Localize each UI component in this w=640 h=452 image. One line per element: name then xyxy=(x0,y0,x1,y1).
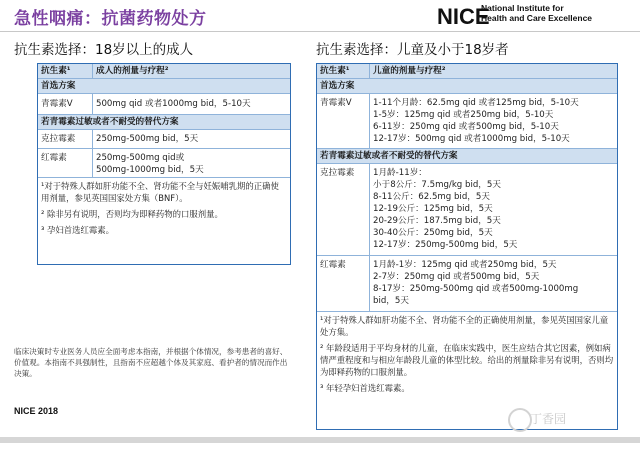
drug-dose: 500mg qid 或者1000mg bid，5-10天 xyxy=(93,94,291,115)
alternative-label: 若青霉素过敏或者不耐受的替代方案 xyxy=(38,115,290,130)
footer-bar xyxy=(0,437,640,443)
nice-logo: NICE xyxy=(437,4,490,29)
dose-line: 8-11公斤：62.5mg bid，5天 xyxy=(373,192,490,202)
nice-subtitle-line1: National Institute for xyxy=(481,3,564,13)
drug-name: 克拉霉素 xyxy=(317,164,370,256)
col-antibiotic-header: 抗生素¹ xyxy=(38,64,93,79)
note: ² 除非另有说明，否则均为即释药物的口服剂量。 xyxy=(41,209,223,219)
dose-line: 20-29公斤：187.5mg bid，5天 xyxy=(373,216,501,226)
dose-line: 30-40公斤：250mg bid，5天 xyxy=(373,228,493,238)
col-antibiotic-header: 抗生素¹ xyxy=(317,64,370,79)
first-choice-label: 首选方案 xyxy=(317,79,617,94)
left-heading: 抗生素选择：18岁以上的成人 xyxy=(14,42,194,58)
drug-dose xyxy=(370,94,618,149)
child-table xyxy=(317,64,617,312)
drug-dose: 250mg-500mg bid，5天 xyxy=(93,130,291,149)
drug-dose xyxy=(93,149,291,178)
dose-line: 500mg-1000mg bid，5天 xyxy=(96,165,204,175)
nice-subtitle xyxy=(481,4,592,23)
disclaimer-text: 临床决策时专业医务人员应全面考虑本指南，并根据个体情况，参考患者的喜好、价值观。本指南不具强制性，且指南不应超越个体及其家庭、看护者的情况而作出决策。 xyxy=(14,347,288,378)
dose-line: bid，5天 xyxy=(373,296,409,306)
table-row xyxy=(317,164,617,256)
table-header-row xyxy=(317,64,617,79)
dose-line: 1月龄-1岁：125mg qid 或者250mg bid，5天 xyxy=(373,260,557,270)
dose-line: 1月龄-11岁： xyxy=(373,168,427,178)
col-dose-header: 儿童的剂量与疗程² xyxy=(370,64,618,79)
col-dose-header: 成人的剂量与疗程² xyxy=(93,64,291,79)
adult-table xyxy=(38,64,290,178)
alternative-label: 若青霉素过敏或者不耐受的替代方案 xyxy=(317,149,617,164)
dose-line: 小于8公斤：7.5mg/kg bid，5天 xyxy=(373,180,501,190)
section-row xyxy=(317,149,617,164)
drug-name: 青霉素V xyxy=(38,94,93,115)
dose-line: 250mg-500mg qid或 xyxy=(96,153,185,163)
drug-dose xyxy=(370,256,618,312)
table-row xyxy=(317,256,617,312)
table-row xyxy=(38,130,290,149)
drug-name: 红霉素 xyxy=(317,256,370,312)
watermark-logo-icon xyxy=(508,408,532,432)
section-row xyxy=(317,79,617,94)
section-row xyxy=(38,79,290,94)
dose-line: 8-17岁：250mg-500mg qid 或者500mg-1000mg xyxy=(373,284,579,294)
dose-line: 12-19公斤：125mg bid，5天 xyxy=(373,204,493,214)
page-title: 急性咽痛：抗菌药物处方 xyxy=(14,9,207,29)
note: ³ 孕妇首选红霉素。 xyxy=(41,225,115,235)
note: ¹对于特殊人群如肝功能不全、肾功能不全的正确使用剂量，参见英国国家儿童处方集。 xyxy=(320,315,609,337)
table-row xyxy=(38,94,290,115)
first-choice-label: 首选方案 xyxy=(38,79,290,94)
table-row xyxy=(38,149,290,178)
dose-line: 1-11个月龄：62.5mg qid 或者125mg bid，5-10天 xyxy=(373,98,579,108)
table-header-row xyxy=(38,64,290,79)
dose-line: 2-7岁：250mg qid 或者500mg bid，5天 xyxy=(373,272,540,282)
section-row xyxy=(38,115,290,130)
note: ¹对于特殊人群如肝功能不全、肾功能不全与妊娠哺乳期的正确使用剂量，参见英国国家处方集（BNF）。 xyxy=(41,181,279,203)
adult-notes xyxy=(38,178,290,242)
drug-name: 克拉霉素 xyxy=(38,130,93,149)
drug-name: 青霉素V xyxy=(317,94,370,149)
child-notes xyxy=(317,312,617,400)
footer-label: NICE 2018 xyxy=(14,406,59,416)
nice-subtitle-line2: Health and Care Excellence xyxy=(481,12,593,23)
right-heading: 抗生素选择：儿童及小于18岁者 xyxy=(316,42,509,58)
note: ³ 年轻孕妇首选红霉素。 xyxy=(320,383,410,393)
watermark: 丁香园 xyxy=(530,412,567,426)
header-divider xyxy=(0,31,640,32)
table-row xyxy=(317,94,617,149)
child-panel xyxy=(316,63,618,430)
drug-dose xyxy=(370,164,618,256)
dose-line: 12-17岁：250mg-500mg bid，5天 xyxy=(373,240,518,250)
dose-line: 1-5岁：125mg qid 或者250mg bid，5-10天 xyxy=(373,110,554,120)
note: ² 年龄段适用于平均身材的儿童，在临床实践中，医生应结合其它因素，例如病情严重程度和与相应年龄段儿童的体型比较。给出的剂量除非另有说明，否则均为即释药物的口服剂量。 xyxy=(320,343,614,377)
drug-name: 红霉素 xyxy=(38,149,93,178)
adult-panel xyxy=(37,63,291,265)
dose-line: 12-17岁：500mg qid 或者1000mg bid，5-10天 xyxy=(373,134,570,144)
dose-line: 6-11岁：250mg qid 或者500mg bid，5-10天 xyxy=(373,122,559,132)
